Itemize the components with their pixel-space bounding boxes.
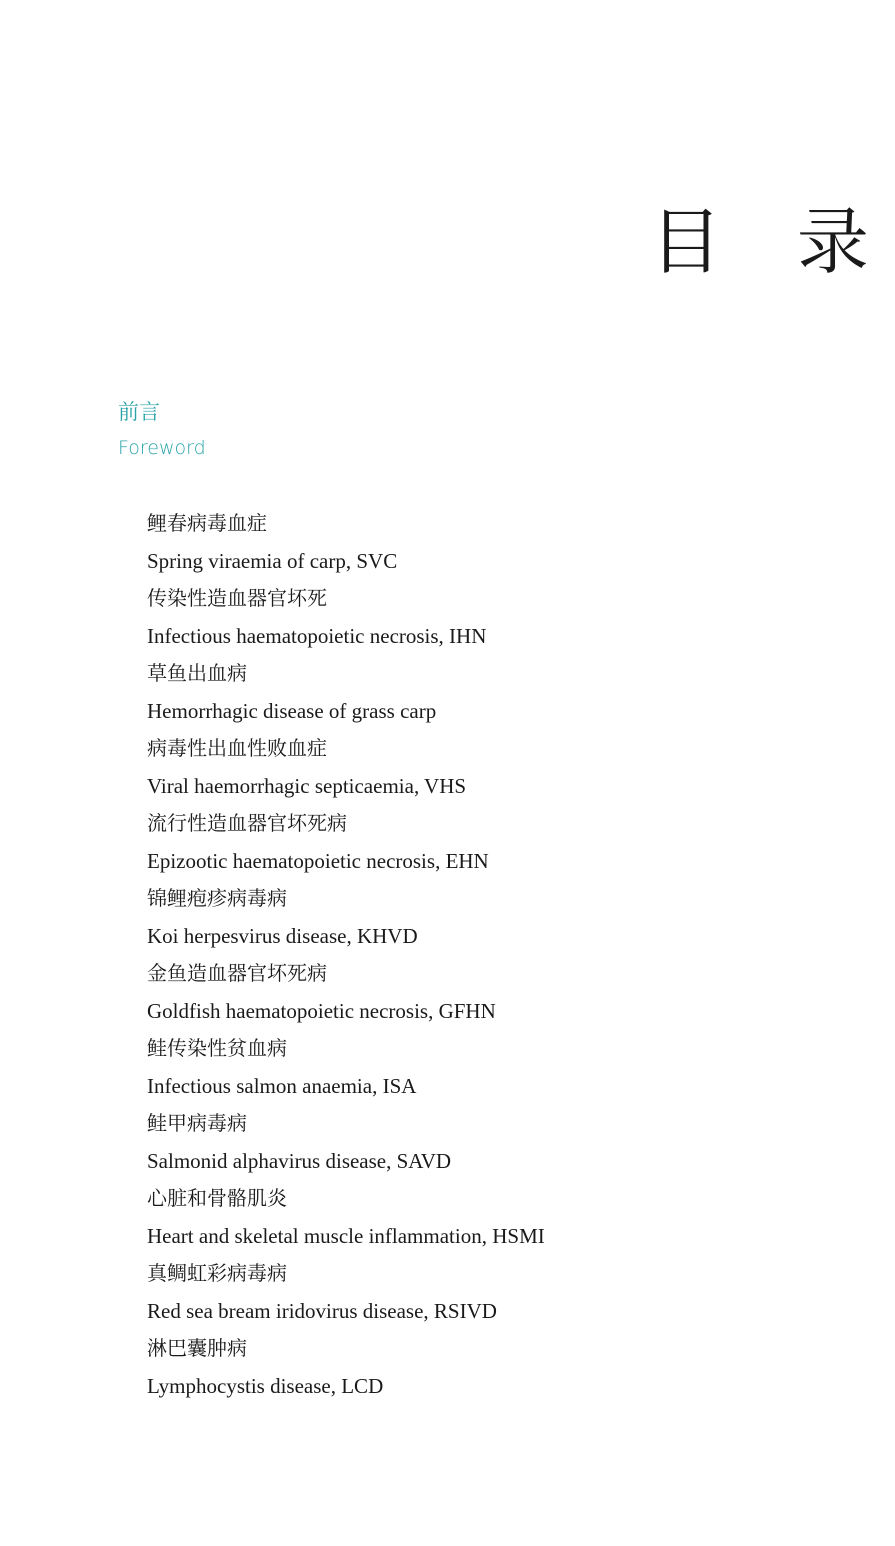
toc-entry-title-en[interactable]: Infectious salmon anaemia, ISA [147, 1073, 417, 1098]
toc-entry-title-en[interactable]: Infectious haematopoietic necrosis, IHN [147, 623, 487, 648]
toc-entry-title-en[interactable]: Viral haemorrhagic septicaemia, VHS [147, 773, 467, 798]
toc-entry-gfhn[interactable] [147, 955, 545, 1030]
toc-entry-title-zh[interactable]: 金鱼造血器官坏死病 [147, 961, 327, 985]
toc-entry-ihn[interactable] [147, 580, 545, 655]
toc-entry-title-en[interactable]: Salmonid alphavirus disease, SAVD [147, 1148, 452, 1173]
toc-entry-title-en[interactable]: Epizootic haematopoietic necrosis, EHN [147, 848, 489, 873]
toc-entry-grass-carp[interactable] [147, 655, 545, 730]
toc-entry-title-en[interactable]: Goldfish haematopoietic necrosis, GFHN [147, 998, 496, 1023]
toc-entry-title-zh[interactable]: 传染性造血器官坏死 [147, 586, 327, 610]
toc-entry-lcd[interactable] [147, 1330, 545, 1405]
toc-entry-title-zh[interactable]: 草鱼出血病 [147, 661, 247, 685]
toc-entry-title-en[interactable]: Heart and skeletal muscle inflammation, HSMI [147, 1223, 545, 1248]
table-of-contents [147, 505, 545, 1405]
toc-entry-vhs[interactable] [147, 730, 545, 805]
page-title: 目 录 [650, 200, 895, 284]
foreword-entry[interactable] [118, 394, 206, 466]
toc-entry-title-zh[interactable]: 流行性造血器官坏死病 [147, 811, 347, 835]
toc-entry-hsmi[interactable] [147, 1180, 545, 1255]
foreword-title-en[interactable]: Foreword [118, 437, 206, 459]
toc-entry-title-en[interactable]: Red sea bream iridovirus disease, RSIVD [147, 1298, 497, 1323]
toc-entry-title-zh[interactable]: 真鲷虹彩病毒病 [147, 1261, 287, 1285]
toc-entry-title-en[interactable]: Lymphocystis disease, LCD [147, 1373, 384, 1398]
toc-entry-title-zh[interactable]: 锦鲤疱疹病毒病 [147, 886, 287, 910]
toc-entry-title-zh[interactable]: 鲤春病毒血症 [147, 511, 267, 535]
toc-entry-title-en[interactable]: Hemorrhagic disease of grass carp [147, 698, 437, 723]
toc-entry-title-zh[interactable]: 淋巴囊肿病 [147, 1336, 247, 1360]
toc-entry-title-zh[interactable]: 病毒性出血性败血症 [147, 736, 327, 760]
toc-entry-title-zh[interactable]: 鲑传染性贫血病 [147, 1036, 287, 1060]
toc-entry-isa[interactable] [147, 1030, 545, 1105]
toc-entry-khvd[interactable] [147, 880, 545, 955]
toc-entry-svc[interactable] [147, 505, 545, 580]
toc-entry-title-zh[interactable]: 鲑甲病毒病 [147, 1111, 247, 1135]
toc-entry-savd[interactable] [147, 1105, 545, 1180]
toc-entry-title-en[interactable]: Koi herpesvirus disease, KHVD [147, 923, 418, 948]
foreword-title-zh[interactable]: 前言 [118, 400, 160, 424]
toc-entry-ehn[interactable] [147, 805, 545, 880]
toc-entry-title-en[interactable]: Spring viraemia of carp, SVC [147, 548, 398, 573]
toc-entry-rsivd[interactable] [147, 1255, 545, 1330]
toc-entry-title-zh[interactable]: 心脏和骨骼肌炎 [147, 1186, 287, 1210]
